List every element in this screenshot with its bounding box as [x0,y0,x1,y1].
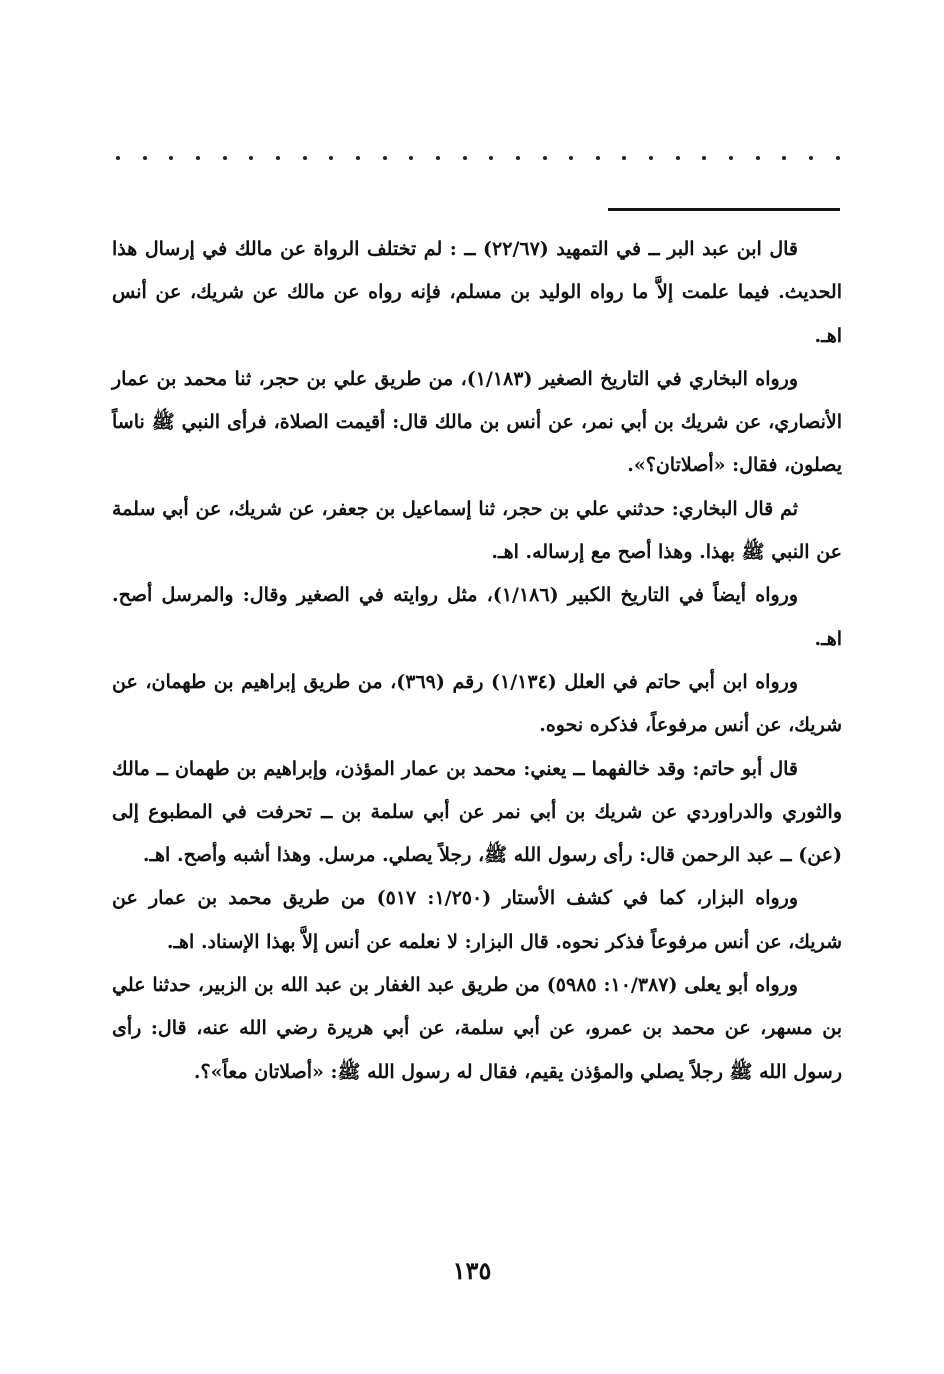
separator-dot [569,156,573,160]
page-number: ١٣٥ [452,1256,492,1285]
footnote-rule [608,208,840,211]
paragraph: ورواه ابن أبي حاتم في العلل (١/١٣٤) رقم (٣٦٩)، من طريق إبراهيم بن طهمان، عن شريك، عن أنس مرفوعاً، فذكره نحوه. [112,670,842,737]
separator-dot [303,156,307,160]
separator-dot [489,156,493,160]
separator-dot [249,156,253,160]
separator-dot [196,156,200,160]
paragraph: قال ابن عبد البر ــ في التمهيد (٢٢/٦٧) ــ : لم تختلف الرواة عن مالك في إرسال هذا الحديث. فيما علمت إلاَّ ما رواه الوليد بن مسلم، فإنه رواه عن مالك عن شريك، عن أنس اهـ. [112,238,842,347]
separator-dot [702,156,706,160]
paragraph: قال أبو حاتم: وقد خالفهما ــ يعني: محمد بن عمار المؤذن، وإبراهيم بن طهمان ــ مالك والثوري والدراوردي عن شريك بن أبي نمر عن أبي سلمة بن ــ تحرفت في المطبوع إلى (عن) ــ عبد الرحمن قال: رأى رسول الله ﷺ، رجلاً يصلي. مرسل. وهذا أشبه وأصح. اهـ. [112,757,842,867]
separator-dot [116,156,120,160]
paragraph: ثم قال البخاري: حدثني علي بن حجر، ثنا إسماعيل بن جعفر، عن شريك، عن أبي سلمة عن النبي ﷺ بهذا. وهذا أصح مع إرساله. اهـ. [112,497,842,564]
paragraph: ورواه أيضاً في التاريخ الكبير (١/١٨٦)، مثل روايته في الصغير وقال: والمرسل أصح. اهـ. [112,584,842,650]
separator-dot [143,156,147,160]
separator-dot [543,156,547,160]
footnote-text [112,228,842,1094]
separator-dot [383,156,387,160]
separator-dot [329,156,333,160]
separator-dot [436,156,440,160]
separator-dot [276,156,280,160]
paragraph: ورواه أبو يعلى (١٠/٣٨٧: ٥٩٨٥) من طريق عبد الغفار بن عبد الله بن الزبير، حدثنا علي بن مسهر، عن محمد بن عمرو، عن أبي سلمة، عن أبي هريرة رضي الله عنه، قال: رأى رسول الله ﷺ رجلاً يصلي والمؤذن يقيم، فقال له رسول الله ﷺ: «أصلاتان معاً»؟. [112,974,842,1083]
separator-dot [836,156,840,160]
separator-dot [756,156,760,160]
separator-dot [676,156,680,160]
separator-dot [463,156,467,160]
separator-dot [729,156,733,160]
separator-dot [516,156,520,160]
paragraph: ورواه البزار، كما في كشف الأستار (١/٢٥٠: ٥١٧) من طريق محمد بن عمار عن شريك، عن أنس مرفوعاً فذكر نحوه. قال البزار: لا نعلمه عن أنس إلاَّ بهذا الإسناد. اهـ. [112,887,842,953]
separator-dot [649,156,653,160]
separator-dot [782,156,786,160]
dotted-separator [116,143,840,173]
separator-dot [809,156,813,160]
separator-dot [596,156,600,160]
separator-dot [622,156,626,160]
separator-dot [223,156,227,160]
separator-dot [169,156,173,160]
separator-dot [409,156,413,160]
paragraph: ورواه البخاري في التاريخ الصغير (١/١٨٣)، من طريق علي بن حجر، ثنا محمد بن عمار الأنصاري، عن شريك بن أبي نمر، عن أنس بن مالك قال: أقيمت الصلاة، فرأى النبي ﷺ ناساً يصلون، فقال: «أصلاتان؟». [112,367,842,477]
separator-dot [356,156,360,160]
